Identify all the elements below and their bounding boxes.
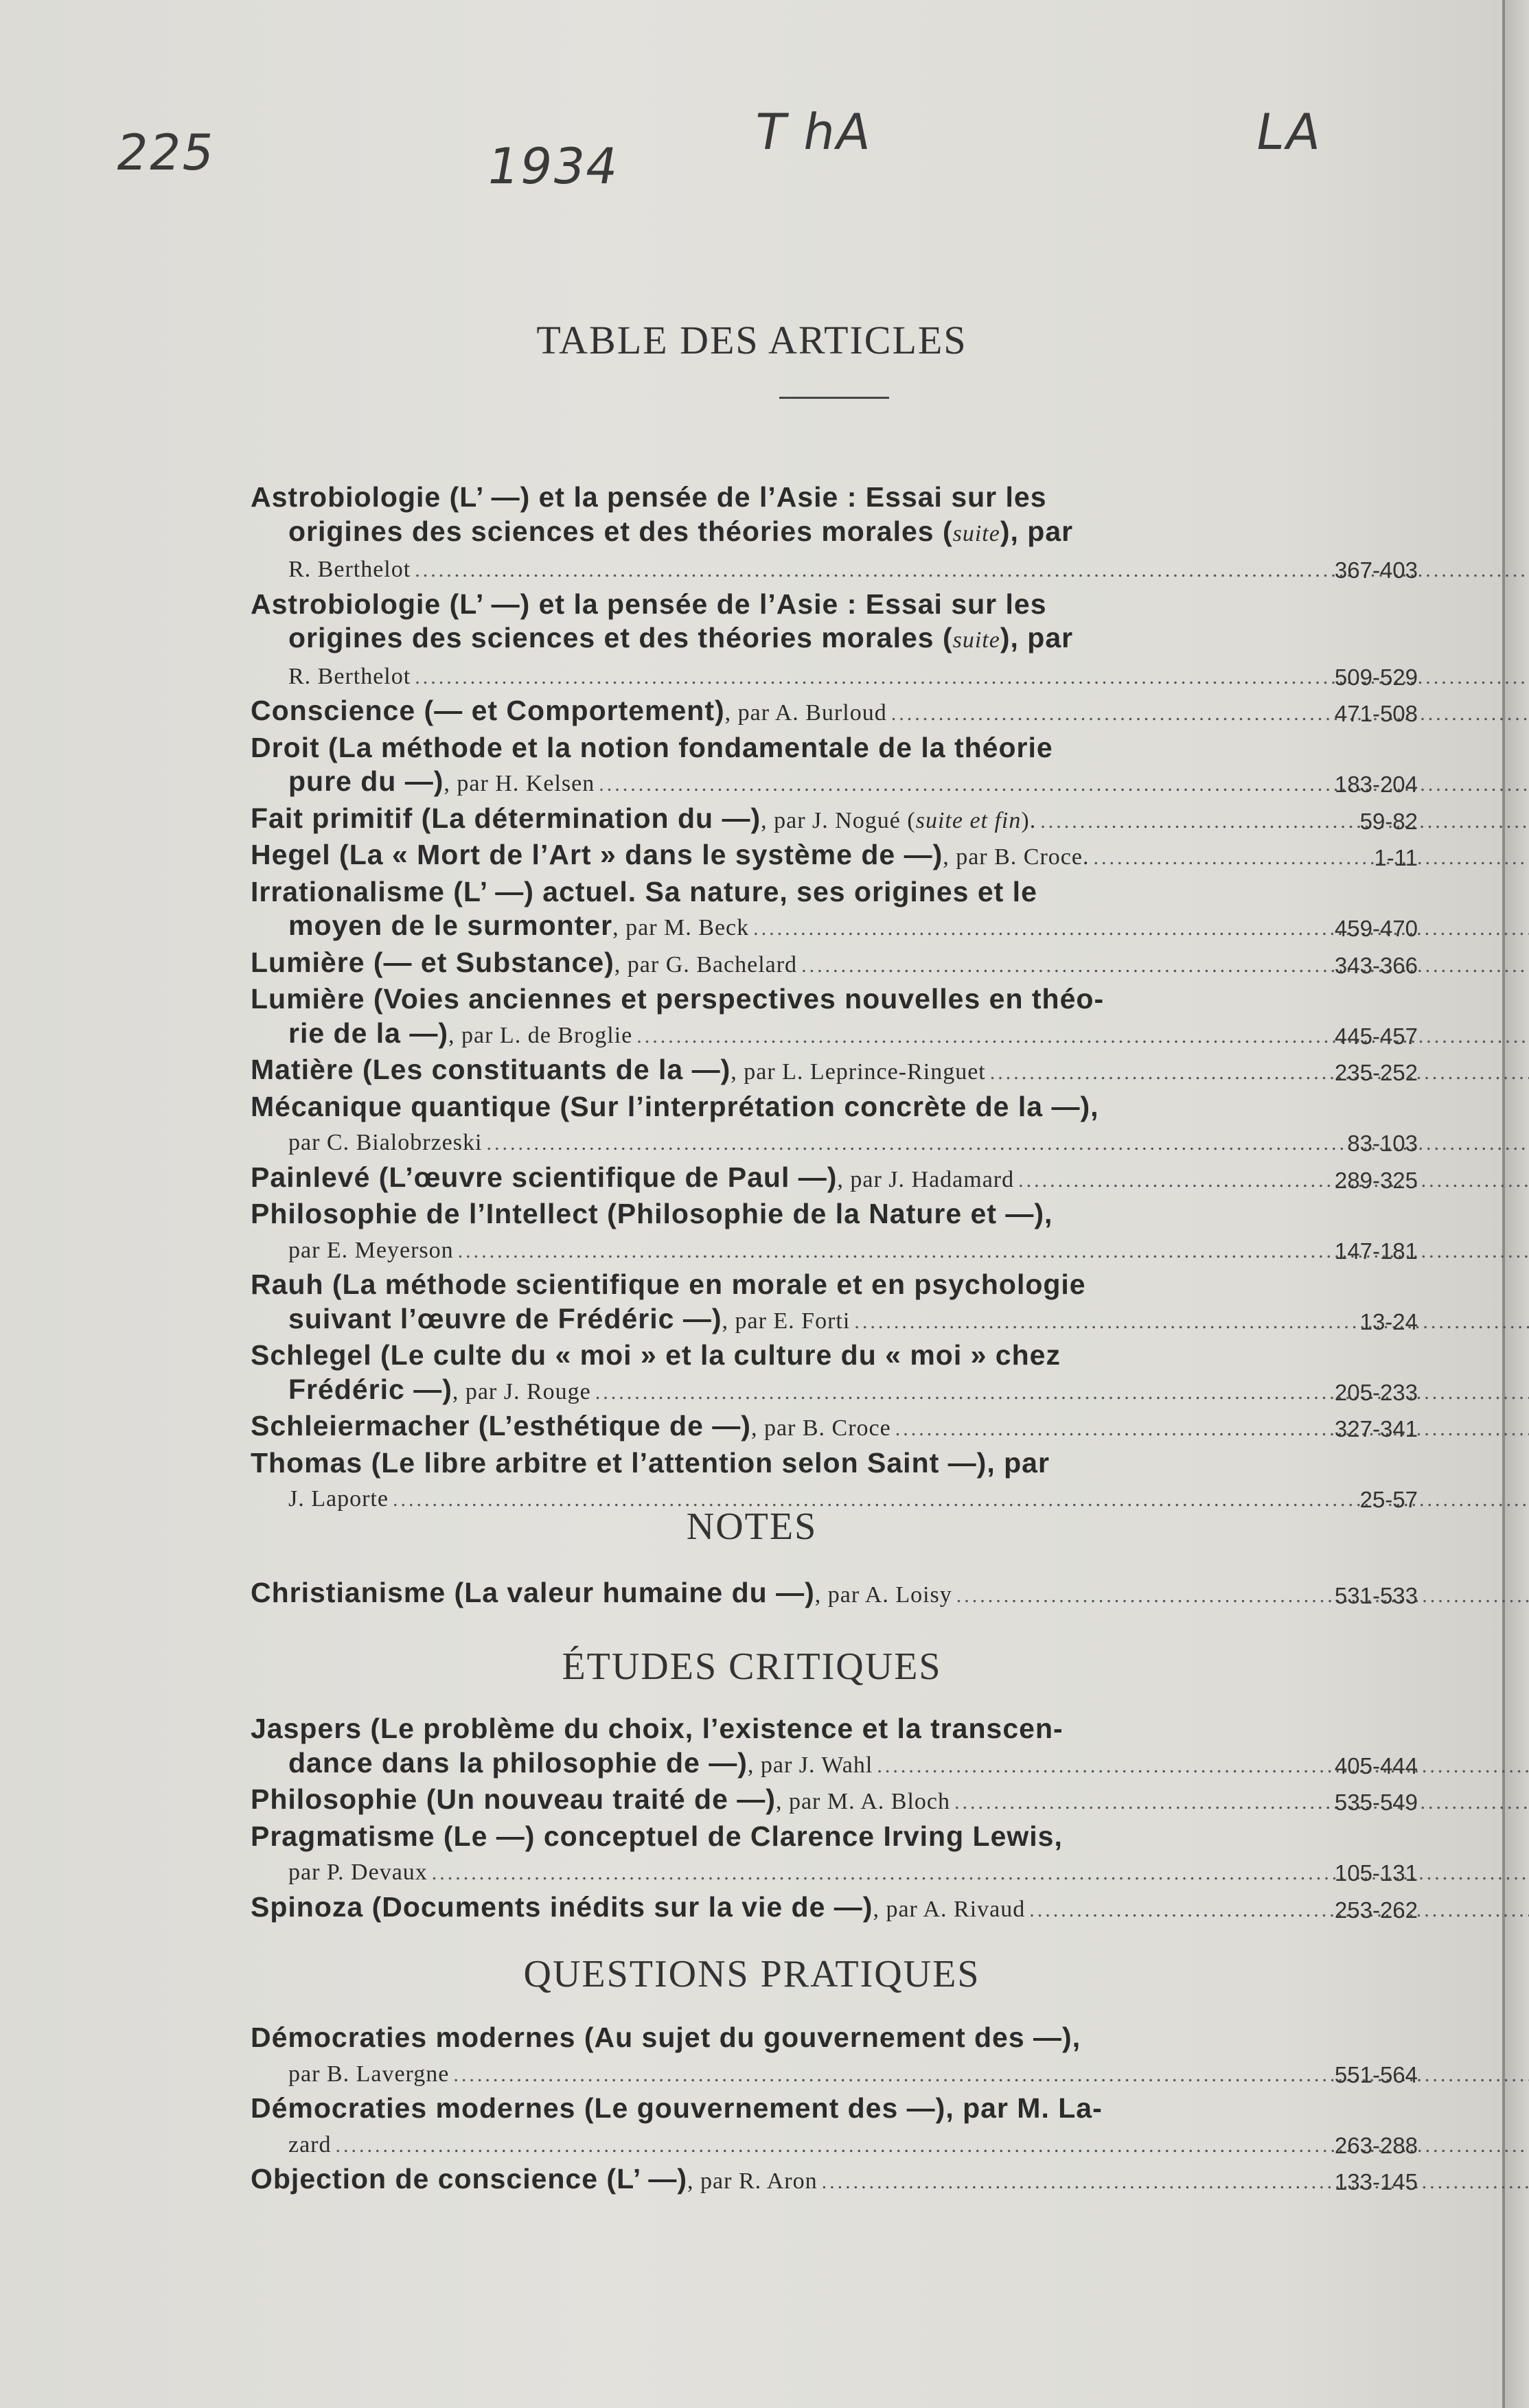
entry-page-range: 343-366 [1334, 952, 1418, 978]
dot-leader [954, 1791, 1529, 1814]
dot-leader [990, 1061, 1529, 1084]
toc-entry-line [251, 1446, 1315, 1481]
entry-author: , par M. A. Bloch [775, 1789, 950, 1814]
entry-author: , par A. Loisy [814, 1582, 952, 1608]
toc-entry [251, 2092, 1418, 2162]
toc-entry-text [288, 658, 411, 690]
entry-subject: Rauh (La méthode scientifique en morale et en psychologie [251, 1269, 1086, 1300]
entry-italic-note: suite [952, 627, 1000, 653]
toc-entry [251, 802, 1418, 839]
toc-entry-line [251, 1820, 1315, 1854]
entry-author: , par B. Croce [750, 1415, 891, 1441]
toc-entry-text [288, 2127, 332, 2158]
toc-etudes-critiques [251, 1712, 1418, 1927]
toc-entry-text [251, 1783, 950, 1815]
toc-entry-line [251, 1712, 1315, 1746]
toc-entry-line [251, 1302, 1315, 1339]
entry-page-range: 1-11 [1374, 845, 1418, 870]
entry-page-range: 531-533 [1334, 1583, 1418, 1608]
entry-page-range: 133-145 [1334, 2169, 1418, 2195]
dot-leader [1018, 1169, 1529, 1192]
dot-leader [1040, 810, 1529, 833]
toc-entry [251, 481, 1418, 588]
toc-entry-line [251, 1853, 1315, 1890]
entry-subject: origines des sciences et des théories morales ( [288, 515, 953, 547]
toc-entry-line [251, 1783, 1315, 1820]
entry-subject: Philosophie (Un nouveau traité de —) [251, 1783, 776, 1815]
entry-author: , par B. Croce. [943, 844, 1090, 870]
toc-entry-line [251, 551, 1315, 588]
entry-subject: origines des sciences et des théories morales ( [288, 622, 953, 653]
toc-entry-text [251, 2163, 818, 2195]
toc-entry-line [251, 2055, 1315, 2092]
toc-entry [251, 838, 1418, 875]
toc-entry-line [251, 802, 1315, 839]
toc-entry [251, 875, 1418, 946]
toc-entry-line [251, 875, 1315, 910]
entry-page-range: 405-444 [1334, 1752, 1418, 1779]
toc-entry-line [251, 621, 1315, 658]
toc-entry-line [251, 1231, 1315, 1269]
entry-subject: suivant l’œuvre de Frédéric —) [288, 1302, 722, 1334]
entry-subject: Spinoza (Documents inédits sur la vie de —) [251, 1890, 873, 1923]
dot-leader [854, 1310, 1529, 1333]
toc-entry [251, 2021, 1418, 2092]
entry-author: , par R. Aron [687, 2168, 818, 2194]
dot-leader [877, 1755, 1529, 1777]
toc-entry-line [251, 765, 1315, 802]
toc-entry [251, 1890, 1418, 1927]
section-title-etudes-critiques: ÉTUDES CRITIQUES [562, 1645, 942, 1688]
toc-entry-text [288, 1854, 428, 1886]
toc-entry [251, 1090, 1418, 1161]
toc-entry-text [251, 695, 887, 726]
toc-entry [251, 1576, 1418, 1613]
toc-entry [251, 1783, 1418, 1820]
toc-entry-text [251, 1891, 1025, 1923]
section-title-questions-pratiques: QUESTIONS PRATIQUES [523, 1953, 980, 1995]
toc-entry-line [251, 982, 1315, 1017]
entry-subject: Démocraties modernes (Le gouvernement des —), par M. La- [251, 2092, 1103, 2124]
entry-page-range: 205-233 [1334, 1379, 1418, 1405]
entry-author: J. Laporte [288, 1486, 389, 1512]
entry-author: , par L. de Broglie [448, 1022, 633, 1048]
toc-entry-line [251, 909, 1315, 946]
entry-subject: Conscience (— et Comportement) [251, 695, 725, 726]
entry-page-range: 13-24 [1359, 1308, 1418, 1334]
entry-page-range: 459-470 [1334, 916, 1418, 941]
toc-entry-line [251, 2092, 1315, 2126]
entry-page-range: 535-549 [1334, 1790, 1418, 1815]
toc-entry [251, 946, 1418, 983]
toc-entry-text [251, 1577, 952, 1608]
toc-entry-text [288, 551, 411, 583]
entry-subject: Pragmatisme (Le —) conceptuel de Clarence Irving Lewis, [251, 1820, 1063, 1852]
toc-entry-line [251, 2126, 1315, 2163]
toc-entry-line [251, 1124, 1315, 1161]
toc-entry [251, 694, 1418, 731]
handwritten-mark-la: LA [1251, 103, 1327, 161]
entry-author: , par E. Forti [722, 1308, 851, 1334]
entry-subject: Philosophie de l’Intellect (Philosophie de la Nature et —), [251, 1198, 1053, 1229]
entry-page-range: 25-57 [1359, 1487, 1418, 1512]
entry-page-range: 471-508 [1334, 701, 1418, 726]
section-title-articles: TABLE DES ARTICLES [536, 318, 967, 362]
dot-leader [891, 702, 1529, 725]
toc-entry-line [251, 658, 1315, 695]
dot-leader [822, 2170, 1529, 2193]
entry-subject: dance dans la philosophie de —) [288, 1746, 748, 1779]
toc-entry [251, 1820, 1418, 1890]
entry-subject: Painlevé (L’œuvre scientifique de Paul —) [251, 1161, 838, 1193]
toc-entry-text [288, 1017, 632, 1049]
toc-entry [251, 2162, 1418, 2199]
toc-notes [251, 1576, 1418, 1613]
entry-author: , par A. Rivaud [873, 1896, 1026, 1922]
handwritten-mark-225: 225 [111, 124, 220, 181]
entry-page-range: 183-204 [1334, 772, 1418, 797]
entry-author: par B. Lavergne [288, 2061, 450, 2087]
title-rule [779, 397, 889, 399]
entry-subject: Thomas (Le libre arbitre et l’attention selon Saint —), par [251, 1446, 1050, 1479]
handwritten-mark-tha: T hA [750, 103, 877, 161]
entry-author: R. Berthelot [288, 557, 411, 582]
handwritten-mark-year: 1934 [482, 137, 624, 195]
toc-entry-text [288, 2056, 449, 2087]
toc-entry-line [251, 2162, 1315, 2199]
toc-entry-line [251, 1268, 1315, 1302]
toc-entry [251, 1197, 1418, 1268]
toc-entry-text [288, 1124, 482, 1156]
entry-page-range: 445-457 [1334, 1023, 1418, 1049]
entry-subject: Jaspers (Le problème du choix, l’existence et la transcen- [251, 1713, 1064, 1744]
entry-page-range: 263-288 [1334, 2132, 1418, 2158]
toc-entry-line [251, 1373, 1315, 1410]
toc-entry-line [251, 1576, 1315, 1613]
toc-entry-text [288, 1232, 454, 1264]
toc-entry-text [288, 1374, 591, 1405]
toc-entry-line [251, 838, 1315, 875]
entry-page-range: 147-181 [1334, 1238, 1418, 1264]
entry-author: , par J. Hadamard [837, 1166, 1015, 1192]
entry-page-range: 367-403 [1334, 557, 1418, 583]
toc-entry [251, 1161, 1418, 1198]
entry-page-range: 253-262 [1334, 1897, 1418, 1923]
entry-subject: Astrobiologie (L’ —) et la pensée de l’Asie : Essai sur les [251, 481, 1047, 513]
toc-entry-line [251, 515, 1315, 551]
toc-entry-line [251, 481, 1315, 515]
entry-subject: Mécanique quantique (Sur l’interprétation concrète de la —), [251, 1090, 1099, 1122]
toc-entry-text [288, 1303, 850, 1334]
entry-page-range: 59-82 [1359, 808, 1418, 834]
entry-subject: Frédéric —) [288, 1373, 452, 1405]
entry-author: R. Berthelot [288, 663, 411, 689]
toc-entry-line [251, 1890, 1315, 1927]
toc-entry-text [251, 1161, 1014, 1193]
section-title-notes: NOTES [686, 1505, 818, 1548]
entry-page-range: 83-103 [1347, 1131, 1418, 1156]
toc-entry-line [251, 1090, 1315, 1124]
entry-italic-note: suite [952, 520, 1000, 546]
entry-subject: Droit (La méthode et la notion fondamentale de la théorie [251, 731, 1053, 763]
toc-entry [251, 588, 1418, 695]
toc-entry-line [251, 1746, 1315, 1783]
entry-author: par C. Bialobrzeski [288, 1130, 483, 1155]
entry-page-range: 289-325 [1334, 1167, 1418, 1193]
toc-entry-line [251, 694, 1315, 731]
entry-subject: moyen de le surmonter [288, 910, 613, 941]
toc-entry-line [251, 1339, 1315, 1373]
toc-entry-text [288, 1747, 873, 1779]
entry-page-range: 105-131 [1334, 1860, 1418, 1886]
entry-subject: Hegel (La « Mort de l’Art » dans le système de —) [251, 839, 943, 870]
entry-subject: Fait primitif (La détermination du —) [251, 802, 761, 834]
toc-entry-line [251, 946, 1315, 983]
entry-text-after: ). [1021, 807, 1037, 833]
entry-subject: Schlegel (Le culte du « moi » et la culture du « moi » chez [251, 1339, 1061, 1371]
toc-entry-line [251, 1017, 1315, 1054]
entry-page-range: 509-529 [1334, 664, 1418, 690]
entry-author: , par J. Rouge [452, 1378, 591, 1404]
entry-page-range: 327-341 [1334, 1416, 1418, 1442]
entry-page-range: 551-564 [1334, 2061, 1418, 2087]
entry-author: par P. Devaux [288, 1860, 428, 1885]
entry-page-range: 235-252 [1334, 1060, 1418, 1085]
entry-subject: Matière (Les constituants de la —) [251, 1054, 731, 1085]
entry-author: par E. Meyerson [288, 1237, 454, 1263]
entry-author: , par H. Kelsen [444, 771, 595, 796]
dot-leader [1094, 846, 1529, 869]
entry-author: , par J. Wahl [747, 1752, 873, 1778]
entry-text-after: ), par [1000, 515, 1074, 547]
toc-entry [251, 1268, 1418, 1339]
toc-entry-line [251, 2021, 1315, 2055]
entry-author: , par G. Bachelard [614, 951, 798, 977]
toc-entry-line [251, 1053, 1315, 1090]
toc-entry [251, 1409, 1418, 1446]
entry-subject: pure du —) [288, 765, 444, 797]
toc-entry [251, 1712, 1418, 1783]
entry-subject: Christianisme (La valeur humaine du —) [251, 1577, 815, 1608]
dot-leader [801, 954, 1529, 977]
toc-entry-text [251, 839, 1090, 870]
entry-subject: rie de la —) [288, 1017, 449, 1049]
page-edge-shadow [1505, 0, 1529, 2408]
toc-questions-pratiques [251, 2021, 1418, 2199]
entry-author: , par M. Beck [612, 915, 750, 940]
toc-entry-text [251, 1054, 986, 1085]
toc-entry-text [251, 1410, 891, 1442]
entry-author: , par J. Nogué ( [761, 807, 916, 833]
toc-entry [251, 731, 1418, 802]
toc-articles [251, 481, 1418, 1517]
toc-entry [251, 1339, 1418, 1409]
entry-subject: Démocraties modernes (Au sujet du gouvernement des —), [251, 2022, 1081, 2053]
entry-author: zard [288, 2131, 332, 2157]
dot-leader [956, 1584, 1529, 1607]
toc-entry-line [251, 1409, 1315, 1446]
toc-entry-line [251, 588, 1315, 622]
dot-leader [1029, 1899, 1529, 1921]
toc-entry-line [251, 731, 1315, 765]
toc-entry-text [288, 765, 595, 797]
toc-entry-line [251, 1197, 1315, 1231]
dot-leader [895, 1417, 1529, 1440]
toc-entry [251, 1053, 1418, 1090]
toc-entry-text [288, 910, 749, 941]
entry-author: , par A. Burloud [724, 700, 887, 726]
entry-text-after: ), par [1000, 622, 1074, 653]
entry-subject: Lumière (— et Substance) [251, 946, 614, 978]
entry-subject: Objection de conscience (L’ —) [251, 2163, 688, 2195]
entry-subject: Lumière (Voies anciennes et perspectives nouvelles en théo- [251, 983, 1105, 1015]
entry-subject: Astrobiologie (L’ —) et la pensée de l’Asie : Essai sur les [251, 588, 1047, 620]
entry-subject: Irrationalisme (L’ —) actuel. Sa nature, ses origines et le [251, 875, 1037, 907]
toc-entry [251, 982, 1418, 1053]
entry-author: , par L. Leprince-Ringuet [731, 1059, 986, 1085]
entry-italic-note: suite et fin [915, 807, 1022, 833]
toc-entry-text [251, 947, 797, 978]
entry-subject: Schleiermacher (L’esthétique de —) [251, 1410, 751, 1442]
toc-entry-text [251, 802, 1036, 834]
toc-entry-line [251, 1161, 1315, 1198]
